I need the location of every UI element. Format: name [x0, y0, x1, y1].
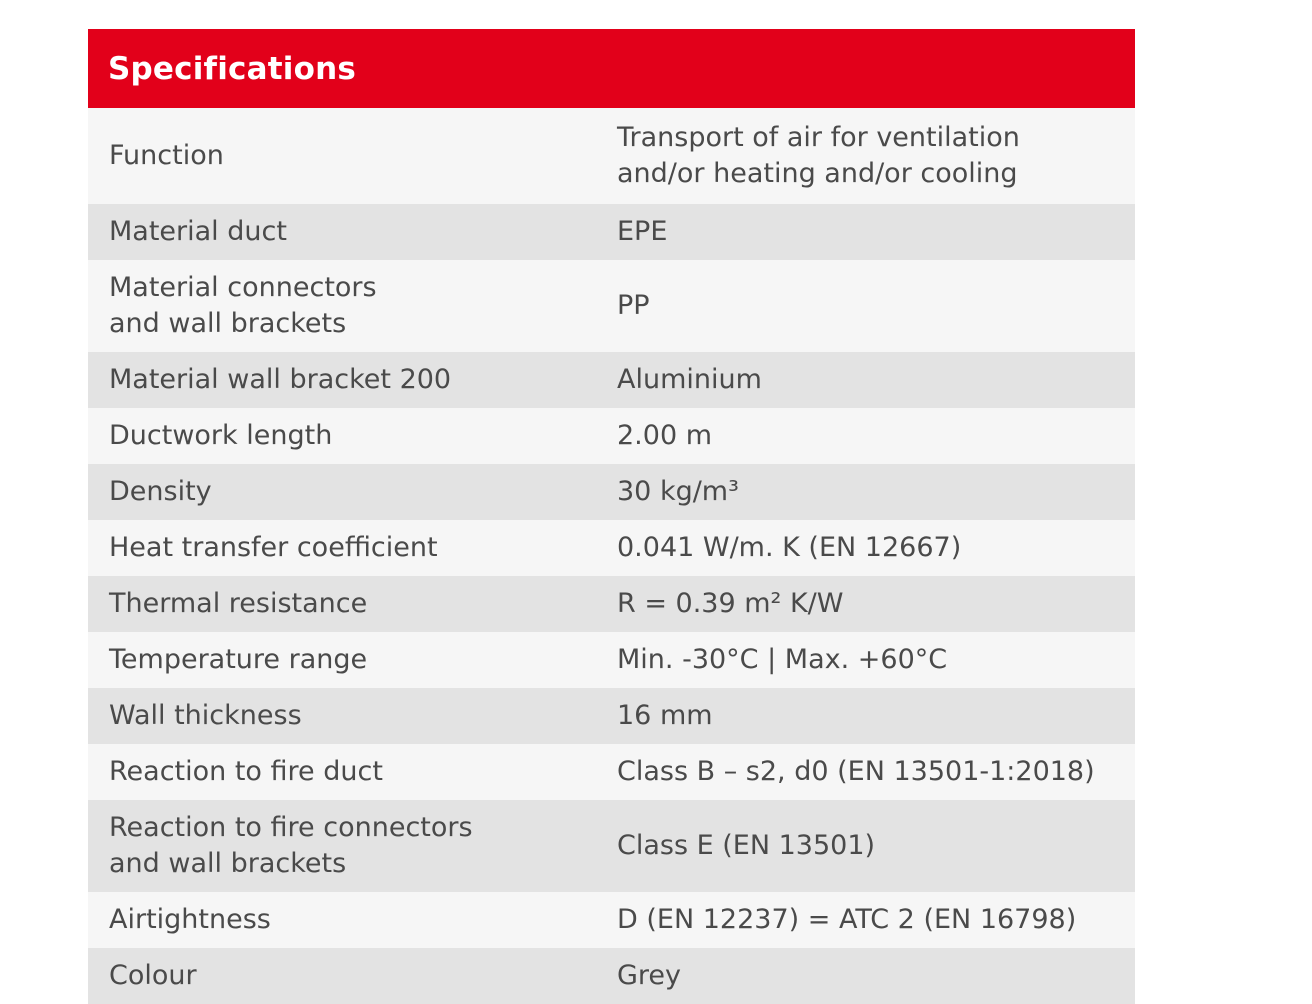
spec-row-reaction-fire-connectors [88, 800, 1135, 892]
specifications-title: Specifications [108, 50, 357, 87]
spec-label: Function [109, 140, 224, 171]
spec-value: Grey [617, 960, 682, 991]
spec-label: Material wall bracket 200 [109, 364, 452, 395]
spec-value: Transport of air for ventilation and/or heating and/or cooling [617, 122, 1020, 189]
spec-label: Ductwork length [109, 420, 333, 451]
spec-row-temperature-range [88, 632, 1135, 688]
spec-row-reaction-fire-duct [88, 744, 1135, 800]
spec-value: Class B – s2, d0 (EN 13501-1:2018) [617, 756, 1095, 787]
spec-row-thermal-resistance [88, 576, 1135, 632]
spec-row-material-wall-bracket [88, 352, 1135, 408]
spec-label: Wall thickness [109, 700, 302, 731]
spec-value: PP [617, 290, 650, 321]
spec-value: Aluminium [617, 364, 762, 395]
specifications-table [88, 29, 1135, 1004]
spec-value: 2.00 m [617, 420, 713, 451]
spec-row-density [88, 464, 1135, 520]
spec-value: 16 mm [617, 700, 713, 731]
spec-row-material-connectors [88, 260, 1135, 352]
spec-label: Airtightness [109, 904, 271, 935]
spec-label: Material duct [109, 216, 287, 247]
spec-row-airtightness [88, 892, 1135, 948]
spec-row-wall-thickness [88, 688, 1135, 744]
spec-row-heat-transfer [88, 520, 1135, 576]
spec-label: Thermal resistance [109, 588, 368, 619]
spec-value: EPE [617, 216, 668, 247]
spec-label: Heat transfer coefficient [109, 532, 438, 563]
spec-row-ductwork-length [88, 408, 1135, 464]
spec-value: R = 0.39 m² K/W [617, 588, 844, 619]
spec-label: Density [109, 476, 212, 507]
spec-value: 0.041 W/m. K (EN 12667) [617, 532, 962, 563]
spec-label: Reaction to fire connectors and wall brackets [109, 812, 473, 879]
spec-value: 30 kg/m³ [617, 476, 739, 507]
specifications-header [88, 29, 1135, 108]
spec-row-material-duct [88, 204, 1135, 260]
spec-value: Min. -30°C | Max. +60°C [617, 644, 948, 675]
spec-label: Material connectors and wall brackets [109, 272, 377, 339]
spec-label: Temperature range [109, 644, 368, 675]
spec-value: Class E (EN 13501) [617, 830, 876, 861]
spec-row-function [88, 108, 1135, 204]
spec-label: Reaction to fire duct [109, 756, 383, 787]
spec-label: Colour [109, 960, 197, 991]
spec-row-colour [88, 948, 1135, 1004]
spec-value: D (EN 12237) = ATC 2 (EN 16798) [617, 904, 1077, 935]
